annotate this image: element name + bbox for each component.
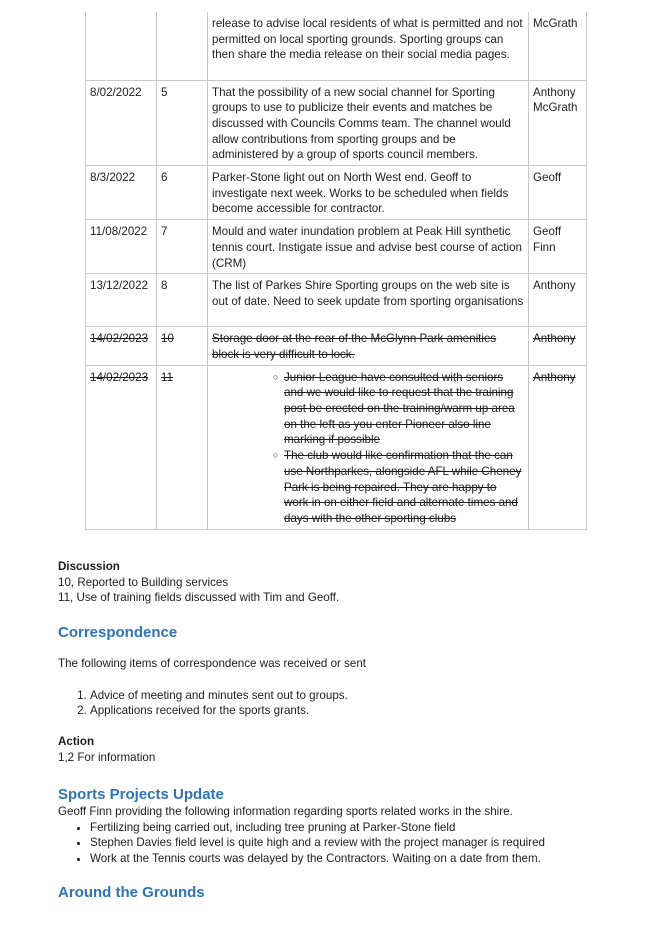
table-row	[86, 80, 587, 166]
table-row	[86, 166, 587, 220]
sports-projects-section	[58, 785, 618, 867]
table-row-struck	[86, 365, 587, 529]
correspondence-list	[58, 688, 618, 719]
item-number-cell: 6	[157, 166, 208, 220]
description-cell: Mould and water inundation problem at Peak Hill synthetic tennis court. Instigate issue and advise best course of action (CRM)	[208, 220, 529, 274]
action-text: 1,2 For information	[58, 750, 156, 764]
around-grounds-heading: Around the Grounds	[58, 884, 205, 901]
person-cell: Geoff	[529, 166, 587, 220]
sub-list-item: ○ The club would like confirmation that the can use Northparkes, alongside AFL while Cheney Park is being repaired. They are happy to work in on either field and alternate times and days with the other sporting clubs	[284, 448, 524, 527]
item-number-cell: 11	[157, 365, 208, 529]
date-cell	[86, 12, 157, 80]
sub-item-list	[212, 370, 524, 527]
table-row	[86, 220, 587, 274]
list-item: • Fertilizing being carried out, including tree pruning at Parker-Stone field	[90, 820, 618, 836]
correspondence-intro: The following items of correspondence was received or sent	[58, 657, 367, 670]
person-cell: McGrath	[529, 12, 587, 80]
description-cell: release to advise local residents of what is permitted and not permitted on local sporting grounds. Sporting groups can then share the media release on their social media pages.	[208, 12, 529, 80]
item-number-cell: 10	[157, 327, 208, 365]
sports-projects-intro: Geoff Finn providing the following information regarding sports related works in the shire.	[58, 805, 513, 818]
date-cell: 11/08/2022	[86, 220, 157, 274]
person-cell: Anthony	[529, 274, 587, 327]
item-number-cell	[157, 12, 208, 80]
sports-projects-list	[58, 820, 618, 867]
person-cell: Anthony	[529, 327, 587, 365]
date-cell: 8/3/2022	[86, 166, 157, 220]
item-number-cell: 8	[157, 274, 208, 327]
sub-list-item: ○ Junior League have consulted with seniors and we would like to request that the training post be erected on the training/warm up area on the left as you enter Pioneer also line marking if possible	[284, 370, 524, 449]
action-items-table	[85, 12, 587, 530]
around-grounds-section	[58, 883, 618, 902]
date-cell: 14/02/2023	[86, 365, 157, 529]
person-cell: Anthony McGrath	[529, 80, 587, 166]
discussion-section	[58, 559, 618, 606]
list-item: • Work at the Tennis courts was delayed by the Contractors. Waiting on a date from them.	[90, 851, 618, 867]
person-cell: Geoff Finn	[529, 220, 587, 274]
list-item: • Stephen Davies field level is quite high and a review with the project manager is required	[90, 835, 618, 851]
table-row-struck	[86, 327, 587, 365]
date-cell: 14/02/2023	[86, 327, 157, 365]
action-label: Action	[58, 735, 95, 749]
correspondence-section	[58, 623, 618, 766]
discussion-label: Discussion	[58, 560, 120, 573]
item-number-cell: 5	[157, 80, 208, 166]
date-cell: 13/12/2022	[86, 274, 157, 327]
description-cell	[208, 365, 529, 529]
discussion-line: 10, Reported to Building services	[58, 575, 229, 589]
item-number-cell: 7	[157, 220, 208, 274]
description-cell: That the possibility of a new social channel for Sporting groups to use to publicize their events and matches be discussed with Councils Comms team. The channel would allow contributions from sporting groups and be administered by a group of sports council members.	[208, 80, 529, 166]
table-row	[86, 274, 587, 327]
description-cell: The list of Parkes Shire Sporting groups on the web site is out of date. Need to seek update from sporting organisations	[208, 274, 529, 327]
list-item: 2. Applications received for the sports grants.	[90, 703, 618, 719]
discussion-line: 11, Use of training fields discussed with Tim and Geoff.	[58, 591, 340, 605]
description-cell: Storage door at the rear of the McGlynn Park amenities block is very difficult to lock.	[208, 327, 529, 365]
date-cell: 8/02/2022	[86, 80, 157, 166]
person-cell: Anthony	[529, 365, 587, 529]
sports-projects-heading: Sports Projects Update	[58, 786, 224, 803]
correspondence-heading: Correspondence	[58, 624, 178, 641]
description-cell: Parker-Stone light out on North West end. Geoff to investigate next week. Works to be scheduled when fields become accessible for contractor.	[208, 166, 529, 220]
list-item: 1. Advice of meeting and minutes sent out to groups.	[90, 688, 618, 704]
table-row	[86, 12, 587, 80]
